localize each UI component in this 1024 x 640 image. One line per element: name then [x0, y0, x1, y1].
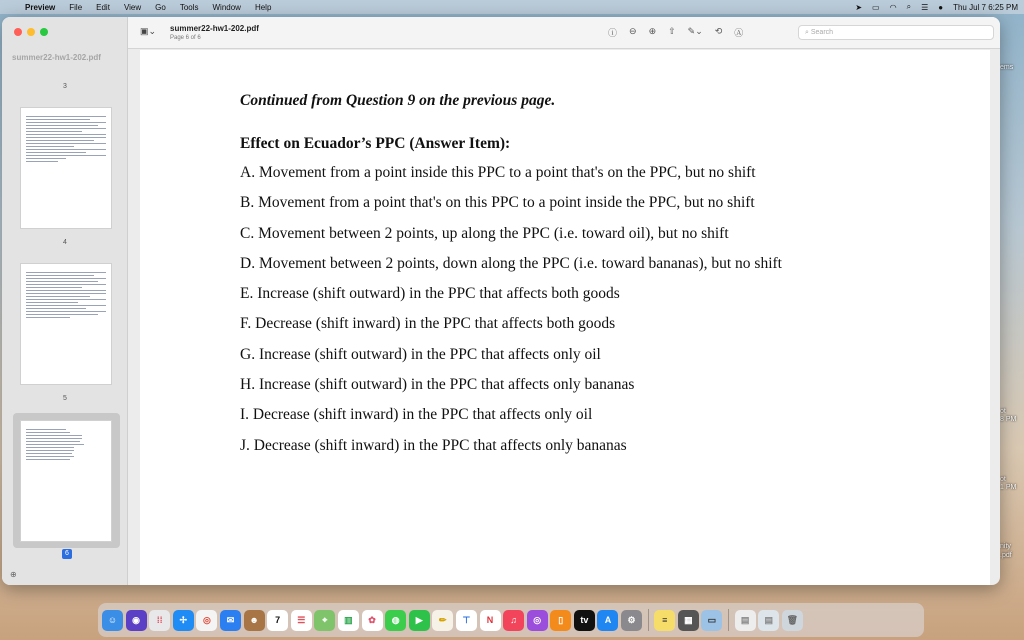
calendar-icon[interactable] [267, 610, 288, 631]
menu-window[interactable]: Window [212, 2, 241, 12]
answer-option-h: H. Increase (shift outward) in the PPC that affects only bananas [240, 376, 635, 394]
search-placeholder: Search [810, 29, 834, 36]
toolbar-actions [608, 26, 743, 39]
sidebar-toggle-icon[interactable]: ▣⌄ [140, 26, 157, 36]
desktop-label: 1 PM [1000, 484, 1017, 491]
maps-icon[interactable]: ⌖ [314, 610, 335, 631]
dock [98, 603, 924, 637]
menu-view[interactable]: View [123, 2, 142, 12]
document-page [140, 50, 990, 585]
search-icon: ⌕ [805, 29, 811, 36]
news-icon[interactable]: N [480, 610, 501, 631]
page-number-label: 4 [63, 239, 67, 246]
siri-icon[interactable]: ● [938, 2, 944, 12]
control-center-icon[interactable]: ☰ [921, 2, 929, 12]
answer-option-d: D. Movement between 2 points, down along the PPC (i.e. toward bananas), but no shift [240, 254, 782, 272]
safari-icon[interactable]: ✢ [173, 610, 194, 631]
menu-bar [0, 0, 1024, 14]
launchpad-icon[interactable]: ⁞⁞ [149, 610, 170, 631]
photos-icon[interactable]: ✿ [362, 610, 383, 631]
dock-separator [648, 609, 649, 631]
answer-option-j: J. Decrease (shift inward) in the PPC that affects only bananas [240, 436, 627, 454]
close-button[interactable] [14, 28, 22, 36]
preview-window [2, 17, 1000, 585]
contacts-icon[interactable]: ☻ [244, 610, 265, 631]
continuation-note: Continued from Question 9 on the previous page. [240, 92, 556, 109]
search-input[interactable] [798, 25, 994, 40]
app-store-icon[interactable]: A [597, 610, 618, 631]
status-area [855, 0, 1018, 14]
menu-tools[interactable]: Tools [179, 2, 199, 12]
menu-clock[interactable]: Thu Jul 7 6:25 PM [953, 2, 1018, 12]
add-icon[interactable]: ⊕ [10, 570, 17, 579]
mail-icon[interactable]: ✉ [220, 610, 241, 631]
reminders-icon[interactable]: ☰ [291, 610, 312, 631]
battery-icon[interactable]: ▭ [872, 2, 880, 12]
music-icon[interactable]: ♫ [503, 610, 524, 631]
desktop-label: ot [1000, 408, 1006, 415]
annotate-icon[interactable]: Ⓐ [734, 28, 744, 38]
desktop-label: .pdf [1000, 552, 1012, 559]
answer-option-f: F. Decrease (shift inward) in the PPC that affects both goods [240, 315, 616, 333]
share-icon[interactable]: ⇧ [668, 26, 676, 36]
page-thumbnail-6[interactable] [20, 420, 112, 542]
system-preferences-icon[interactable]: ⚙ [621, 610, 642, 631]
apple-tv-icon[interactable] [574, 610, 595, 631]
pencil-app-icon[interactable]: ✏ [432, 610, 453, 631]
numbers-icon[interactable]: ▥ [338, 610, 359, 631]
calculator-icon[interactable]: ▦ [678, 610, 699, 631]
page-thumbnail-3[interactable] [20, 107, 112, 229]
menu-app-name[interactable]: Preview [25, 2, 56, 12]
keynote-icon[interactable]: ⊤ [456, 610, 477, 631]
downloads-stack-icon[interactable]: ▤ [735, 610, 756, 631]
page-number-label: 5 [63, 395, 67, 402]
section-heading: Effect on Ecuador’s PPC (Answer Item): [240, 135, 511, 152]
info-icon[interactable]: ⓘ [608, 28, 618, 38]
menu-go[interactable]: Go [155, 2, 166, 12]
markup-pen-icon[interactable]: ✎⌄ [687, 26, 703, 36]
answer-option-a: A. Movement from a point inside this PPC to a point that's on the PPC, but no shift [240, 164, 756, 181]
finder-icon[interactable]: ☺ [102, 610, 123, 631]
desktop-label: ot [1000, 476, 1006, 483]
minimize-button[interactable] [27, 28, 35, 36]
thumbnail-sidebar [2, 17, 128, 585]
menu-help[interactable]: Help [254, 2, 272, 12]
books-icon[interactable]: ▯ [550, 610, 571, 631]
documents-stack-icon[interactable]: ▤ [758, 610, 779, 631]
menu-edit[interactable]: Edit [96, 2, 110, 12]
document-title: summer22-hw1-202.pdf [170, 24, 259, 33]
podcasts-icon[interactable]: ◎ [527, 610, 548, 631]
location-icon[interactable]: ➤ [855, 2, 863, 12]
chrome-icon[interactable]: ◎ [196, 610, 217, 631]
facetime-icon[interactable]: ▶ [409, 610, 430, 631]
zoom-out-icon[interactable]: ⊖ [629, 26, 637, 36]
tv-label: tv [580, 615, 589, 625]
page-number-label: 3 [63, 83, 67, 90]
rotate-icon[interactable]: ⟲ [714, 26, 723, 36]
zoom-in-icon[interactable]: ⊕ [648, 26, 657, 36]
answer-option-c: C. Movement between 2 points, up along the PPC (i.e. toward oil), but no shift [240, 224, 729, 242]
preview-icon[interactable]: ▭ [701, 610, 722, 631]
spotlight-icon[interactable]: ⌕ [906, 2, 912, 11]
page-thumbnail-4[interactable] [20, 263, 112, 385]
document-content [240, 92, 782, 467]
menu-file[interactable]: File [69, 2, 83, 12]
messages-icon[interactable]: ◍ [385, 610, 406, 631]
answer-option-i: I. Decrease (shift inward) in the PPC that affects only oil [240, 406, 593, 424]
notes-icon[interactable]: ≡ [654, 610, 675, 631]
page-indicator: Page 6 of 6 [170, 35, 201, 41]
trash-icon[interactable]: 🗑 [782, 610, 803, 631]
calendar-day: 7 [275, 615, 281, 625]
sidebar-title: summer22-hw1-202.pdf [12, 53, 101, 62]
selected-page-badge: 6 [62, 549, 72, 559]
window-controls [14, 28, 48, 36]
wifi-icon[interactable]: ◠ [889, 2, 897, 12]
desktop-label: ems [1000, 64, 1014, 71]
siri-app-icon[interactable]: ◉ [126, 610, 147, 631]
dock-separator [728, 609, 729, 631]
zoom-button[interactable] [40, 28, 48, 36]
desktop-label: nity [1000, 543, 1011, 550]
desktop-label: 8 PM [1000, 416, 1017, 423]
answer-option-b: B. Movement from a point that's on this PPC to a point inside the PPC, but no shift [240, 194, 755, 212]
answer-option-g: G. Increase (shift outward) in the PPC that affects only oil [240, 345, 601, 363]
toolbar [128, 17, 1000, 49]
answer-option-e: E. Increase (shift outward) in the PPC that affects both goods [240, 285, 620, 303]
